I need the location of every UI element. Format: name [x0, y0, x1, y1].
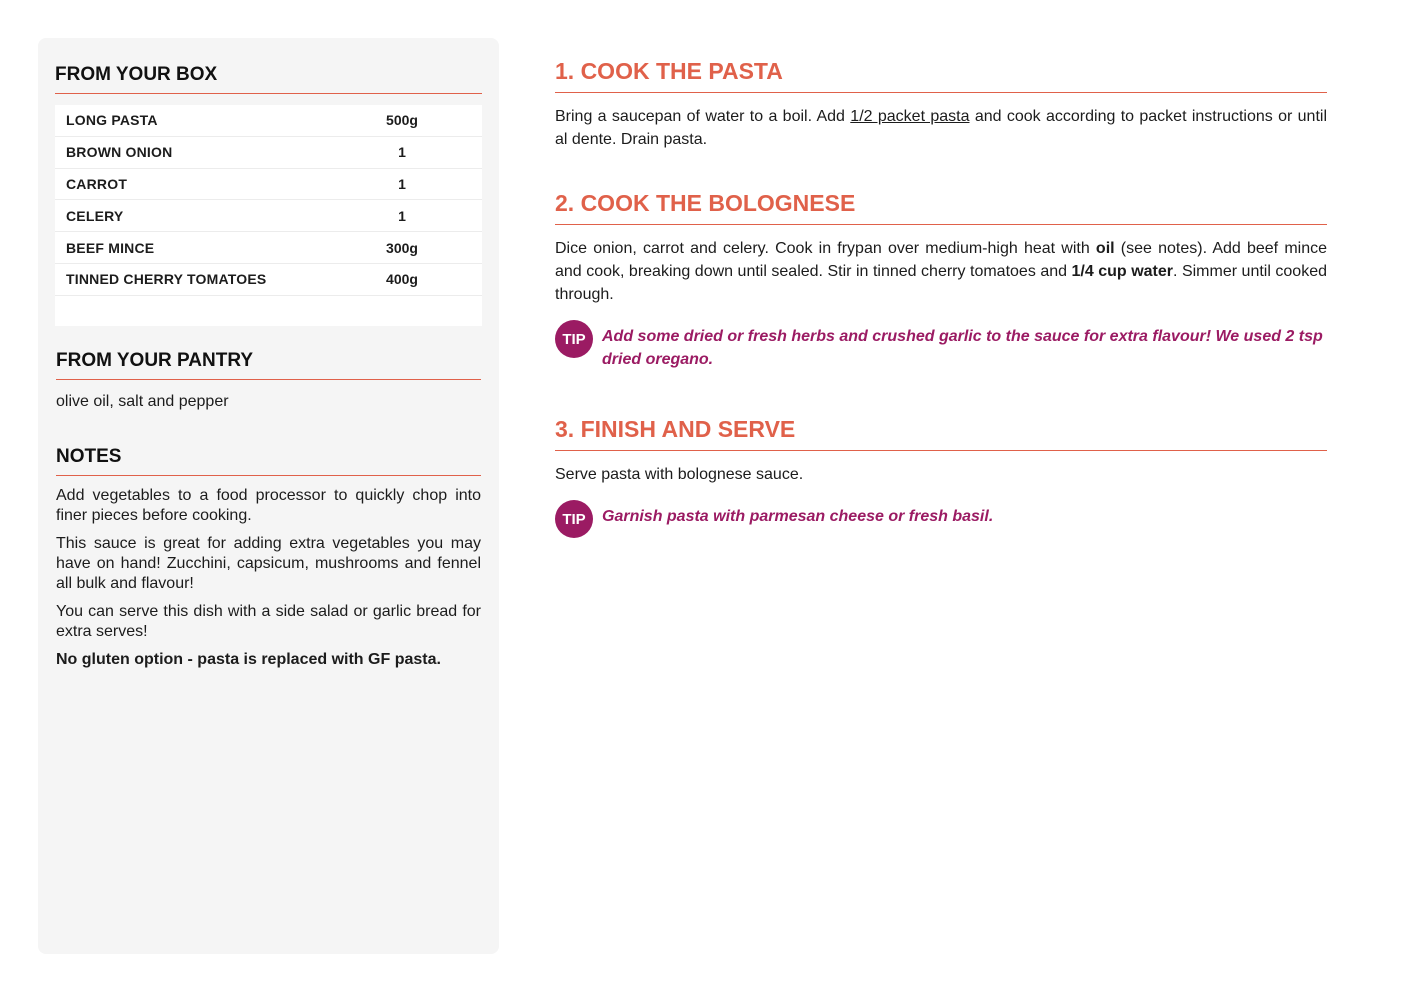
note-paragraph: Add vegetables to a food processor to quickly chop into finer pieces before cooking. — [56, 487, 481, 524]
tip-text: Garnish pasta with parmesan cheese or fresh basil. — [602, 508, 994, 525]
ingredients-table — [55, 105, 482, 326]
from-your-pantry-title: FROM YOUR PANTRY — [56, 350, 481, 380]
step-instructions: Serve pasta with bolognese sauce. — [555, 466, 804, 483]
text-run: (see notes). Add beef mince and cook, breaking down until sealed. Stir in tinned cherry tomatoes and — [555, 240, 1328, 280]
ingredient-qty: 400g — [386, 271, 418, 288]
step-2 — [555, 190, 1327, 371]
step-instructions — [555, 237, 1327, 306]
tip-badge: TIP — [555, 500, 593, 538]
bold-text: 1/4 cup water — [1071, 263, 1173, 280]
ingredient-name: CELERY — [66, 207, 124, 224]
text-run: . Simmer until cooked through. — [555, 263, 1327, 303]
tip-badge: TIP — [555, 320, 593, 358]
note-paragraph: You can serve this dish with a side salad or garlic bread for extra serves! — [56, 603, 481, 640]
gluten-free-note: No gluten option - pasta is replaced with GF pasta. — [56, 651, 441, 668]
sidebar-panel — [38, 38, 499, 954]
from-your-box-title: FROM YOUR BOX — [55, 64, 482, 94]
pantry-items: olive oil, salt and pepper — [56, 393, 229, 410]
text-run: Bring a saucepan of water to a boil. Add — [555, 108, 851, 125]
table-row — [55, 264, 482, 296]
step-3 — [555, 416, 1327, 528]
ingredient-qty: 300g — [386, 239, 418, 256]
ingredient-name: CARROT — [66, 175, 128, 192]
text-run: and cook according to packet instructions or until al dente. Drain pasta. — [555, 108, 1328, 148]
table-row — [55, 232, 482, 264]
bold-text: oil — [1095, 240, 1115, 257]
step-title: 2. COOK THE BOLOGNESE — [555, 190, 1327, 225]
ingredient-qty: 1 — [398, 207, 406, 224]
ingredient-name: BEEF MINCE — [66, 239, 155, 256]
step-title: 3. FINISH AND SERVE — [555, 416, 1327, 451]
ingredient-name: BROWN ONION — [66, 144, 173, 161]
text-run: Dice onion, carrot and celery. Cook in frypan over medium-high heat with — [555, 240, 1096, 257]
step-instructions — [555, 105, 1327, 151]
notes-body — [56, 486, 481, 670]
table-row — [55, 137, 482, 169]
tip-box — [555, 320, 1327, 371]
underlined-text: 1/2 packet pasta — [850, 108, 970, 125]
table-row — [55, 105, 482, 137]
ingredient-qty: 1 — [398, 144, 406, 161]
notes-title: NOTES — [56, 446, 481, 476]
table-row — [55, 200, 482, 232]
note-paragraph: This sauce is great for adding extra vegetables you may have on hand! Zucchini, capsicum, mushrooms and fennel all bulk and flavour! — [56, 535, 481, 592]
table-row — [55, 169, 482, 201]
ingredient-qty: 500g — [386, 112, 418, 129]
ingredient-qty: 1 — [398, 175, 406, 192]
ingredient-name: LONG PASTA — [66, 112, 158, 129]
step-1 — [555, 58, 1327, 151]
step-title: 1. COOK THE PASTA — [555, 58, 1327, 93]
tip-text: Add some dried or fresh herbs and crushed garlic to the sauce for extra flavour! We used 2 tsp dried oregano. — [602, 328, 1323, 368]
ingredient-name: TINNED CHERRY TOMATOES — [66, 271, 267, 288]
tip-box — [555, 500, 1327, 528]
